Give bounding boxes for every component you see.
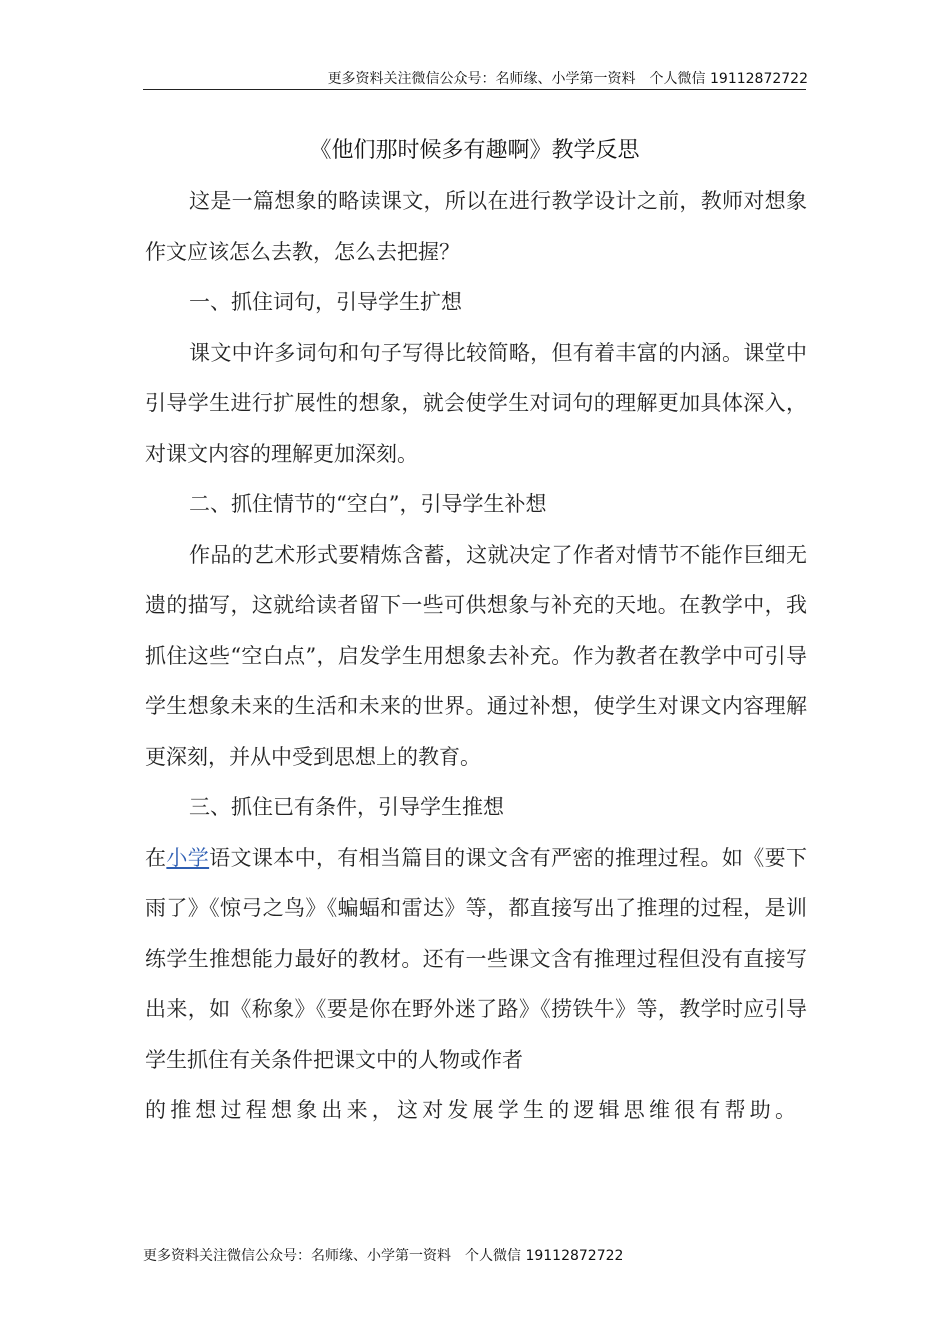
document-title: 《他们那时候多有趣啊》教学反思 xyxy=(309,138,640,163)
paragraph-section-3 xyxy=(145,833,807,1086)
paragraph-section-2: 作品的艺术形式要精炼含蓄，这就决定了作者对情节不能作巨细无遗的描写，这就给读者留下一些可供想象与补充的天地。在教学中，我抓住这些“空白点”，启发学生用想象去补充。作为教者在教学中可引导学生想象未来的生活和未来的世界。通过补想，使学生对课文内容理解更深刻，并从中受到思想上的教育。 xyxy=(145,542,807,769)
header-divider xyxy=(143,89,806,90)
paragraph-section-1: 课文中许多词句和句子写得比较简略，但有着丰富的内涵。课堂中引导学生进行扩展性的想象，就会使学生对词句的理解更加具体深入，对课文内容的理解更加深刻。 xyxy=(145,340,807,466)
document-body xyxy=(145,176,807,1136)
section-heading-2: 二、抓住情节的“空白”，引导学生补想 xyxy=(189,492,547,516)
paragraph-main-text: 语文课本中，有相当篇目的课文含有严密的推理过程。如《要下雨了》《惊弓之鸟》《蝙蝠和雷达》等，都直接写出了推理的过程，是训练学生推想能力最好的教材。还有一些课文含有推理过程但没有直接写出来，如《称象》《要是你在野外迷了路》《捞铁牛》等，教学时应引导学生抓住有关条件把课文中的人物或作者 xyxy=(145,845,808,1072)
paragraph-intro: 这是一篇想象的略读课文，所以在进行教学设计之前，教师对想象作文应该怎么去教，怎么去把握？ xyxy=(145,189,807,264)
section-heading-1: 一、抓住词句，引导学生扩想 xyxy=(189,290,462,314)
page-footer: 更多资料关注微信公众号：名师缘、小学第一资料 个人微信 19112872722 xyxy=(143,1248,624,1264)
page-header: 更多资料关注微信公众号：名师缘、小学第一资料 个人微信 19112872722 xyxy=(327,71,808,87)
paragraph-last-line: 的推想过程想象出来，这对发展学生的逻辑思维很有帮助。 xyxy=(145,1098,801,1122)
paragraph-prefix: 在 xyxy=(145,845,167,870)
xiaoxue-link[interactable]: 小学 xyxy=(166,845,210,870)
section-heading-3: 三、抓住已有条件，引导学生推想 xyxy=(189,795,504,819)
